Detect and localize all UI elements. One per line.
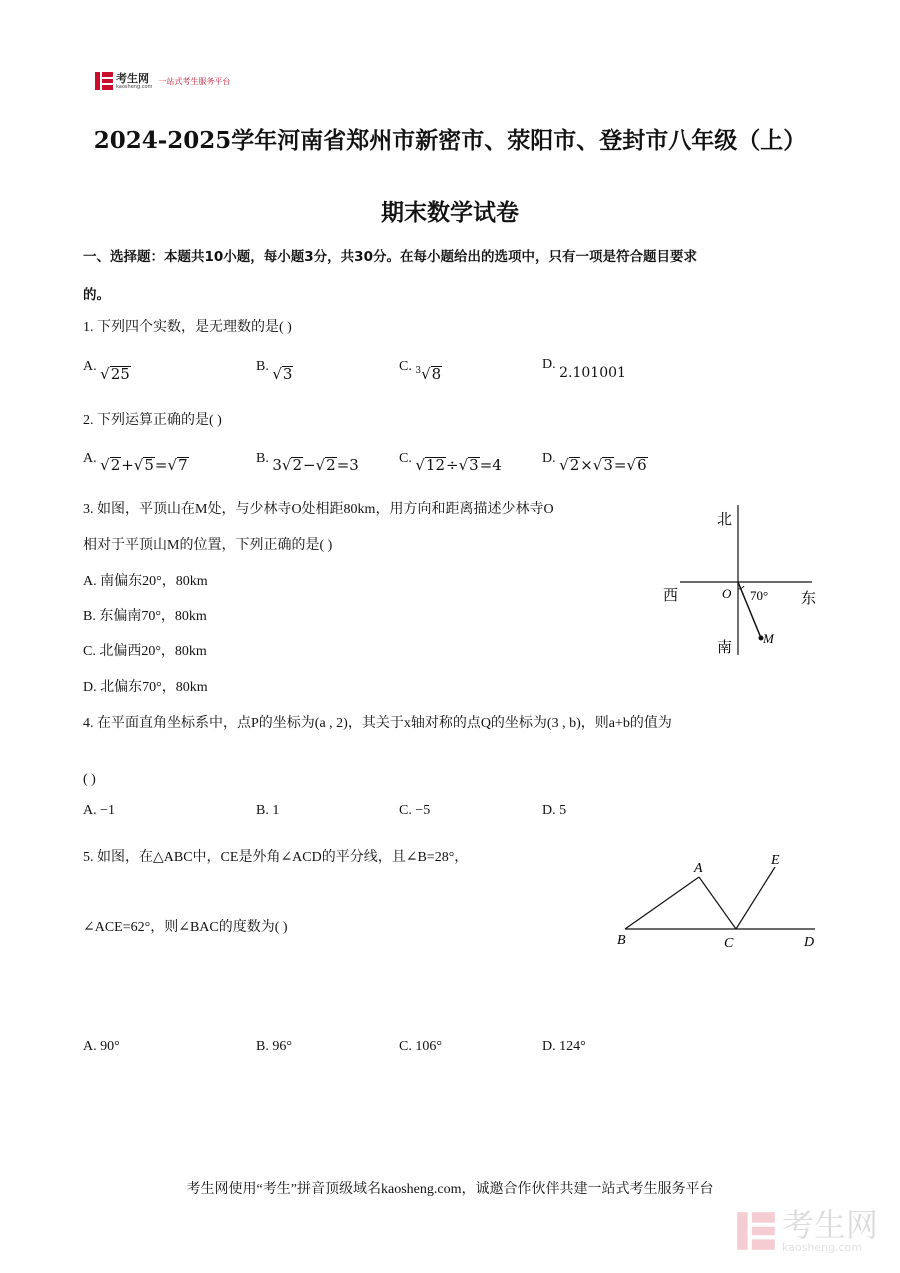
south-label: 南 <box>717 638 733 656</box>
vertex-e-label: E <box>771 853 780 868</box>
vertex-d-label: D <box>804 935 815 950</box>
section-1-line-1: 一、选择题：本题共10小题，每小题3分，共30分。在每小题给出的选项中，只有一项是符合题目要求 <box>83 249 697 265</box>
q2-option-a: A. √2+√5=√7 <box>83 451 188 474</box>
q3-option-a: A. 南偏东20°，80km <box>83 574 208 589</box>
angle-label: 70° <box>750 588 769 603</box>
q5-line-1: 5. 如图，在△ABC中，CE是外角∠ACD的平分线，且∠B=28°， <box>83 850 469 865</box>
title-line-1: 2024-2025学年河南省郑州市新密市、荥阳市、登封市八年级（上） <box>93 127 807 154</box>
q2-option-c: C. √12÷√3=4 <box>399 451 502 474</box>
q5-option-c: C. 106° <box>399 1039 442 1054</box>
logo-name: 考生网 <box>116 71 149 85</box>
q5-triangle-figure <box>610 850 830 955</box>
watermark <box>736 1205 878 1254</box>
vertex-a-label: A <box>694 861 703 876</box>
q1-option-c: C. $^3$√8 <box>399 359 442 383</box>
q3-option-d: D. 北偏东70°，80km <box>83 680 208 695</box>
north-label: 北 <box>717 510 733 528</box>
header-logo <box>95 70 230 92</box>
kaosheng-logo-icon <box>95 70 113 92</box>
q1-option-a: A. √25 <box>83 359 130 383</box>
q1-option-b: B. √3 <box>256 359 293 383</box>
point-m-label: M <box>763 631 774 646</box>
section-1-line-2: 的。 <box>83 287 110 303</box>
footer-text: 考生网使用“考生”拼音顶级域名kaosheng.com，诚邀合作伙伴共建一站式考生服务平台 <box>186 1182 714 1197</box>
q5-line-2: ∠ACE=62°，则∠BAC的度数为( ) <box>83 920 288 935</box>
q2-stem: 2. 下列运算正确的是( ) <box>83 413 222 428</box>
q5-option-a: A. 90° <box>83 1039 120 1054</box>
west-label: 西 <box>663 586 679 604</box>
logo-slogan: 一站式考生服务平台 <box>158 76 231 86</box>
q4-option-b: B. 1 <box>256 803 280 818</box>
vertex-c-label: C <box>724 936 734 951</box>
q5-option-d: D. 124° <box>542 1039 586 1054</box>
q4-option-d: D. 5 <box>542 803 567 818</box>
watermark-url: kaosheng.com <box>781 1240 863 1254</box>
q3-line-2: 相对于平顶山M的位置，下列正确的是( ) <box>83 538 333 553</box>
q4-option-a: A. −1 <box>83 803 116 818</box>
q3-line-1: 3. 如图，平顶山在M处，与少林寺O处相距80km，用方向和距离描述少林寺O <box>83 502 554 517</box>
q4-line-1: 4. 在平面直角坐标系中，点P的坐标为(a , 2)，其关于x轴对称的点Q的坐标为(3 , b)，则a+b的值为 <box>83 716 672 731</box>
q3-option-b: B. 东偏南70°，80km <box>83 609 207 624</box>
east-label: 东 <box>801 589 817 607</box>
q3-option-c: C. 北偏西20°，80km <box>83 644 207 659</box>
logo-url: kaosheng.com <box>116 83 153 90</box>
q4-option-c: C. −5 <box>399 803 431 818</box>
watermark-logo-icon <box>736 1208 776 1254</box>
q2-option-b: B. 3√2−√2=3 <box>256 451 359 474</box>
watermark-name: 考生网 <box>781 1205 878 1244</box>
q1-stem: 1. 下列四个实数，是无理数的是( ) <box>83 320 292 335</box>
title-line-2: 期末数学试卷 <box>381 199 519 226</box>
q1-option-d: D. 2.101001 <box>542 357 626 381</box>
vertex-b-label: B <box>617 933 626 948</box>
q3-compass-figure <box>655 500 820 665</box>
q2-option-d: D. √2×√3=√6 <box>542 451 647 474</box>
q4-line-2: ( ) <box>83 772 96 787</box>
origin-label: O <box>722 586 732 601</box>
q5-option-b: B. 96° <box>256 1039 292 1054</box>
